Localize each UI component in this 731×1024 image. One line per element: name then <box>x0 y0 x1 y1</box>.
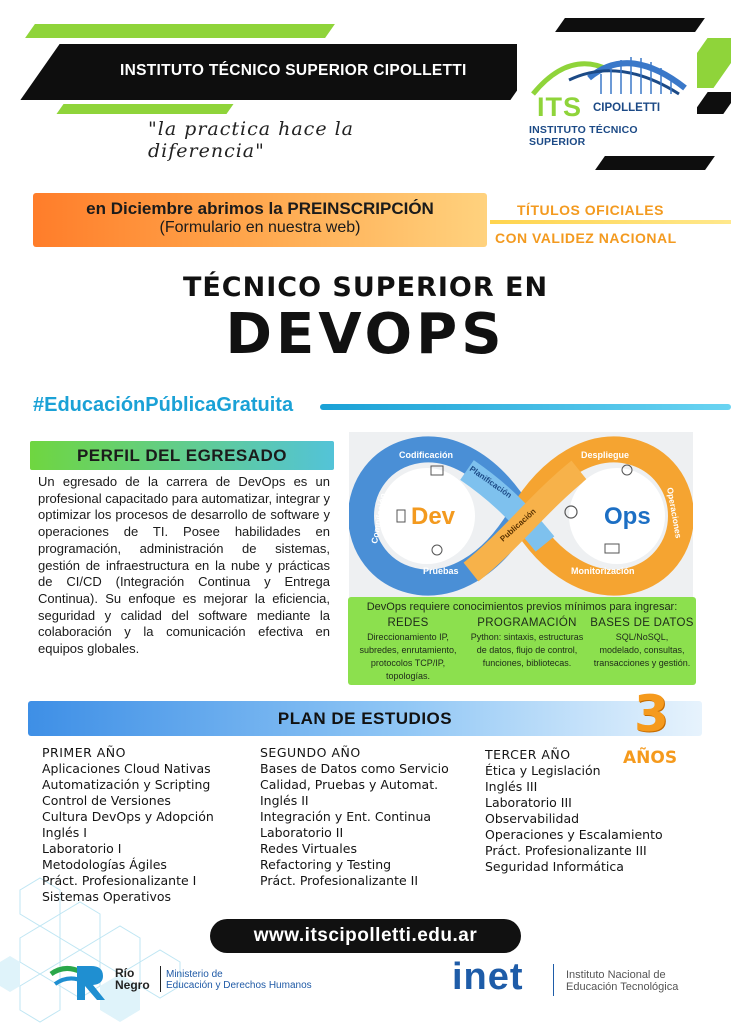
inet-line2: Educación Tecnológica <box>566 981 679 993</box>
subject-item: Aplicaciones Cloud Nativas <box>42 761 211 776</box>
requisitos-programacion-line3: funciones, bibliotecas. <box>482 658 572 668</box>
plan-header <box>28 701 702 736</box>
segundo-ano-column <box>260 745 449 889</box>
logo-its-text: ITS <box>537 92 583 122</box>
subject-item: Sistemas Operativos <box>42 889 172 904</box>
institution-title: INSTITUTO TÉCNICO SUPERIOR CIPOLLETTI <box>120 62 467 79</box>
rio-negro-line1: Río <box>115 966 135 980</box>
requisitos-bd-line2: modelado, consultas, <box>599 645 685 655</box>
perfil-header <box>30 441 334 470</box>
subject-item: Laboratorio II <box>260 825 344 840</box>
ops-label: Ops <box>604 503 651 530</box>
inet-line1: Instituto Nacional de <box>566 969 666 981</box>
preinscripcion-banner <box>33 193 487 247</box>
years-label: AÑOS <box>623 748 678 768</box>
requisitos-redes <box>348 617 468 683</box>
hashtag-line <box>320 404 731 410</box>
requisitos-bases-datos <box>588 617 696 670</box>
requisitos-bd-line1: SQL/NoSQL, <box>615 632 669 642</box>
devops-infinity-diagram <box>349 432 693 599</box>
subject-item: Ética y Legislación <box>485 763 601 778</box>
requisitos-programacion <box>464 617 590 670</box>
stage-planificacion: Planificación <box>467 464 514 500</box>
motto: "la practica hace la diferencia" <box>148 118 355 162</box>
rio-negro-line2: Negro <box>115 978 150 992</box>
subject-item: Práct. Profesionalizante I <box>42 873 197 888</box>
years-number: 3 <box>634 685 669 743</box>
logo-stripe-black-top <box>555 18 705 32</box>
subject-item: Metodologías Ágiles <box>42 857 167 872</box>
ministerio-line1: Ministerio de <box>166 969 223 980</box>
requisitos-programacion-line1: Python: sintaxis, estructuras <box>470 632 584 642</box>
stage-despliegue: Despliegue <box>581 450 630 460</box>
requisitos-redes-line3: protocolos TCP/IP, topologías. <box>370 658 446 681</box>
bridge-arches-icon <box>529 44 689 96</box>
stage-pruebas: Pruebas <box>423 566 459 576</box>
subject-item: Práct. Profesionalizante II <box>260 873 419 888</box>
perfil-text: Un egresado de la carrera de DevOps es un profesional capacitado para automatizar, integrar y optimizar los procesos de desarrollo de software y operaciones de TI. Posee habilidades en programación, administración de sistemas, gestión de infraestructura en la nube y prácticas de CI/CD (Integración Continua y Entrega Continua). Su enfoque es mejorar la eficiencia, seguridad y calidad del software mediante la colaboración y la comunicación efectiva en equipos globales. <box>38 474 330 657</box>
dev-label: Dev <box>411 503 456 530</box>
subject-item: Observabilidad <box>485 811 580 826</box>
subject-item: Laboratorio III <box>485 795 572 810</box>
inet-divider <box>553 964 554 996</box>
inet-logo: inet <box>452 956 524 998</box>
website-link[interactable] <box>210 919 521 953</box>
subject-item: Operaciones y Escalamiento <box>485 827 663 842</box>
requisitos-redes-line2: subredes, enrutamiento, <box>359 645 457 655</box>
primer-ano-title: PRIMER AÑO <box>42 745 126 760</box>
inet-subtitle <box>566 969 678 993</box>
stage-publicacion: Publicación <box>498 506 538 544</box>
header-stripe-green-bottom <box>56 104 233 114</box>
rio-negro-divider <box>160 966 161 992</box>
requisitos-programacion-line2: de datos, flujo de control, <box>476 645 578 655</box>
requisitos-title: DevOps requiere conocimientos previos mínimos para ingresar: <box>366 601 678 613</box>
subject-item: Control de Versiones <box>42 793 171 808</box>
ministerio-line2: Educación y Derechos Humanos <box>166 980 312 991</box>
requisitos-programacion-head: PROGRAMACIÓN <box>477 617 577 629</box>
logo-subtitle: INSTITUTO TÉCNICO SUPERIOR <box>529 124 638 148</box>
website-text: www.itscipolletti.edu.ar <box>253 925 478 946</box>
logo-city-text: CIPOLLETTI <box>593 102 661 114</box>
primer-ano-column <box>42 745 214 905</box>
subject-item: Laboratorio I <box>42 841 122 856</box>
subject-item: Calidad, Pruebas y Automat. <box>260 777 439 792</box>
logo-stripe-black-right <box>692 92 731 114</box>
subject-item: Automatización y Scripting <box>42 777 211 792</box>
preinscripcion-line2: (Formulario en nuestra web) <box>159 219 361 236</box>
stage-compilacion: Compilación <box>369 492 388 545</box>
tercer-ano-column <box>485 747 663 875</box>
main-title-pre: TÉCNICO SUPERIOR EN <box>182 272 549 303</box>
perfil-title: PERFIL DEL EGRESADO <box>76 446 288 465</box>
titulos-validez: CON VALIDEZ NACIONAL <box>495 230 677 246</box>
requisitos-redes-head: REDES <box>387 617 429 629</box>
its-logo <box>517 34 697 154</box>
subject-item: Bases de Datos como Servicio <box>260 761 449 776</box>
titulos-oficiales: TÍTULOS OFICIALES <box>517 202 664 218</box>
hashtag: #EducaciónPúblicaGratuita <box>33 394 294 416</box>
segundo-ano-title: SEGUNDO AÑO <box>260 745 361 760</box>
subject-item: Práct. Profesionalizante III <box>485 843 647 858</box>
requisitos-bd-line3: transacciones y gestión. <box>593 658 691 668</box>
stage-monitorizacion: Monitorización <box>571 566 635 576</box>
requisitos-redes-line1: Direccionamiento IP, <box>367 632 449 642</box>
rio-negro-text <box>115 967 150 991</box>
subject-item: Redes Virtuales <box>260 841 357 856</box>
subject-item: Cultura DevOps y Adopción <box>42 809 214 824</box>
main-title-devops: DEVOPS <box>225 302 506 367</box>
header-stripe-green <box>25 24 335 38</box>
requisitos-bd-head: BASES DE DATOS <box>590 617 694 629</box>
rio-negro-logo-icon <box>47 960 107 1002</box>
subject-item: Integración y Ent. Continua <box>260 809 432 824</box>
subject-item: Inglés II <box>260 793 309 808</box>
ministerio-text <box>166 969 312 991</box>
stage-operaciones: Operaciones <box>665 486 684 540</box>
subject-item: Refactoring y Testing <box>260 857 392 872</box>
plan-title: PLAN DE ESTUDIOS <box>277 709 453 728</box>
subject-item: Inglés III <box>485 779 538 794</box>
stage-codificacion: Codificación <box>399 450 454 460</box>
preinscripcion-line1: en Diciembre abrimos la PREINSCRIPCIÓN <box>86 199 434 218</box>
titulos-divider <box>490 220 731 224</box>
subject-item: Seguridad Informática <box>485 859 624 874</box>
logo-stripe-black-bottom <box>595 156 715 170</box>
tercer-ano-title: TERCER AÑO <box>485 747 571 762</box>
subject-item: Inglés I <box>42 825 87 840</box>
requisitos-box <box>348 597 696 685</box>
